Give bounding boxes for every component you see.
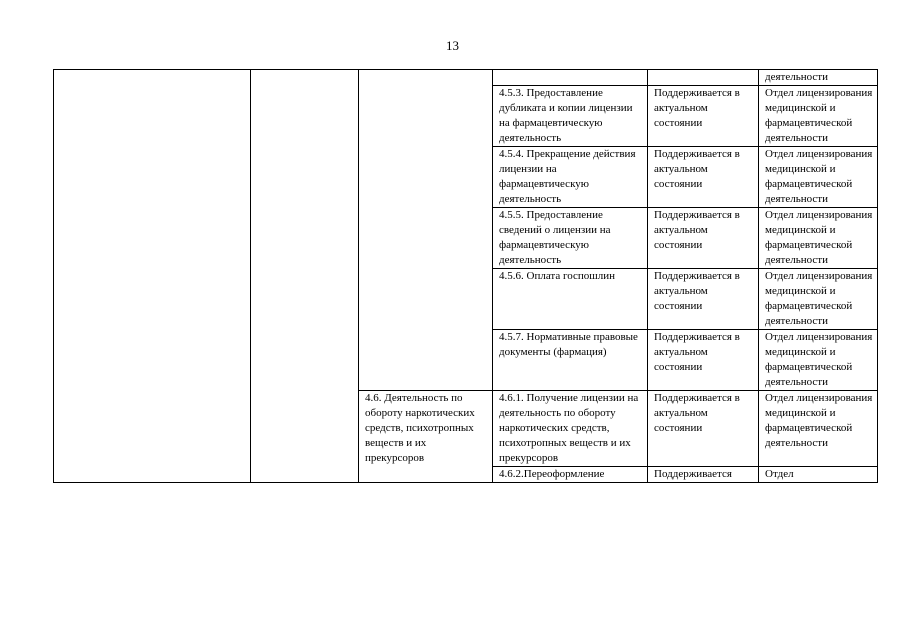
empty-cell-col1 (54, 70, 251, 483)
status-cell: Поддерживается в актуальном состоянии (648, 391, 759, 467)
empty-cell-col3 (359, 70, 493, 391)
status-cell: Поддерживается в актуальном состоянии (648, 269, 759, 330)
department-cell: Отдел лицензирования медицинской и фармацевтической деятельности (759, 269, 878, 330)
service-title-cell: 4.5.3. Предоставление дубликата и копии лицензии на фармацевтическую деятельность (493, 86, 648, 147)
service-title-cell: 4.5.7. Нормативные правовые документы (фармация) (493, 330, 648, 391)
status-cell: Поддерживается в актуальном состоянии (648, 86, 759, 147)
department-cell: Отдел лицензирования медицинской и фармацевтической деятельности (759, 208, 878, 269)
service-title-cell: 4.5.4. Прекращение действия лицензии на фармацевтическую деятельность (493, 147, 648, 208)
status-cell (648, 70, 759, 86)
status-cell: Поддерживается в актуальном состоянии (648, 147, 759, 208)
section-title-cell: 4.6. Деятельность по обороту наркотических средств, психотропных веществ и их прекурсоров (359, 391, 493, 483)
service-title-cell (493, 70, 648, 86)
department-cell: Отдел лицензирования медицинской и фармацевтической деятельности (759, 330, 878, 391)
status-cell: Поддерживается (648, 467, 759, 483)
department-cell: Отдел лицензирования медицинской и фармацевтической деятельности (759, 391, 878, 467)
services-table (53, 69, 878, 483)
service-title-cell: 4.5.5. Предоставление сведений о лицензии на фармацевтическую деятельность (493, 208, 648, 269)
service-title-cell: 4.6.1. Получение лицензии на деятельность по обороту наркотических средств, психотропных веществ и их прекурсоров (493, 391, 648, 467)
service-title-cell: 4.6.2.Переоформление (493, 467, 648, 483)
department-cell: Отдел лицензирования медицинской и фармацевтической деятельности (759, 86, 878, 147)
service-title-cell: 4.5.6. Оплата госпошлин (493, 269, 648, 330)
department-cell: Отдел (759, 467, 878, 483)
department-cell: Отдел лицензирования медицинской и фармацевтической деятельности (759, 147, 878, 208)
empty-cell-col2 (251, 70, 359, 483)
table-row (54, 70, 878, 86)
status-cell: Поддерживается в актуальном состоянии (648, 330, 759, 391)
page-number: 13 (446, 38, 459, 53)
status-cell: Поддерживается в актуальном состоянии (648, 208, 759, 269)
department-cell: деятельности (759, 70, 878, 86)
